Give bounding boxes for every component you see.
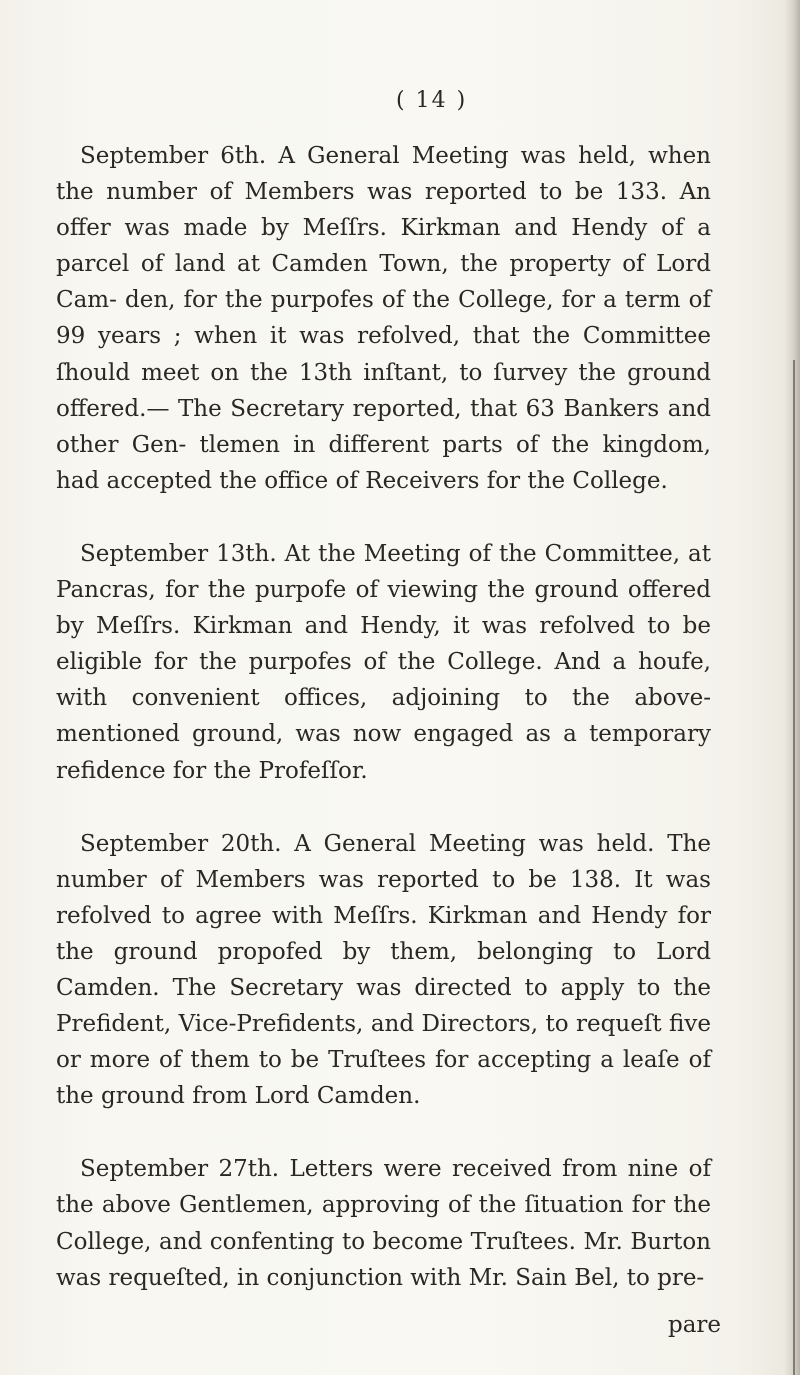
body-text [56, 138, 711, 1296]
paragraph-september-20th: September 20th. A General Meeting was held. The number of Members was reported to be 138. It was refolved to agree with Meſſrs. Kirkman and Hendy for the ground propofed by them, belonging to Lord Camden. The Secretary was directed to apply to the Prefident, Vice-Prefidents, and Directors, to requeſt five or more of them to be Truſtees for accepting a leaſe of the ground from Lord Camden. [56, 830, 711, 1110]
page-edge-line [793, 360, 795, 1375]
paragraph-september-6th: September 6th. A General Meeting was held, when the number of Members was reported to be 133. An offer was made by Meſſrs. Kirkman and Hendy of a parcel of land at Camden Town, the property of Lord Cam- den, for the purpofes of the College, for a term of 99 years ; when it was refolved, that the Committee ſhould meet on the 13th inſtant, to ſurvey the ground offered.— The Secretary reported, that 63 Bankers and other Gen- tlemen in different parts of the kingdom, had accepted the office of Receivers for the College. [56, 143, 711, 494]
paragraph-september-27th: September 27th. Letters were received from nine of the above Gentlemen, approving of the ſituation for the College, and confenting to become Truſtees. Mr. Burton was requeſted, in conjunction with Mr. Sain Bel, to pre- [56, 1156, 711, 1291]
catchword: pare [668, 1312, 722, 1338]
page-number: ( 14 ) [396, 88, 468, 113]
page-edge-shadow [784, 0, 800, 1375]
paragraph-september-13th: September 13th. At the Meeting of the Committee, at Pancras, for the purpofe of viewing the ground offered by Meſſrs. Kirkman and Hendy, it was refolved to be eligible for the purpofes of the College. And a houfe, with convenient offices, adjoining to the above-mentioned ground, was now engaged as a temporary refidence for the Profeſſor. [56, 540, 711, 784]
